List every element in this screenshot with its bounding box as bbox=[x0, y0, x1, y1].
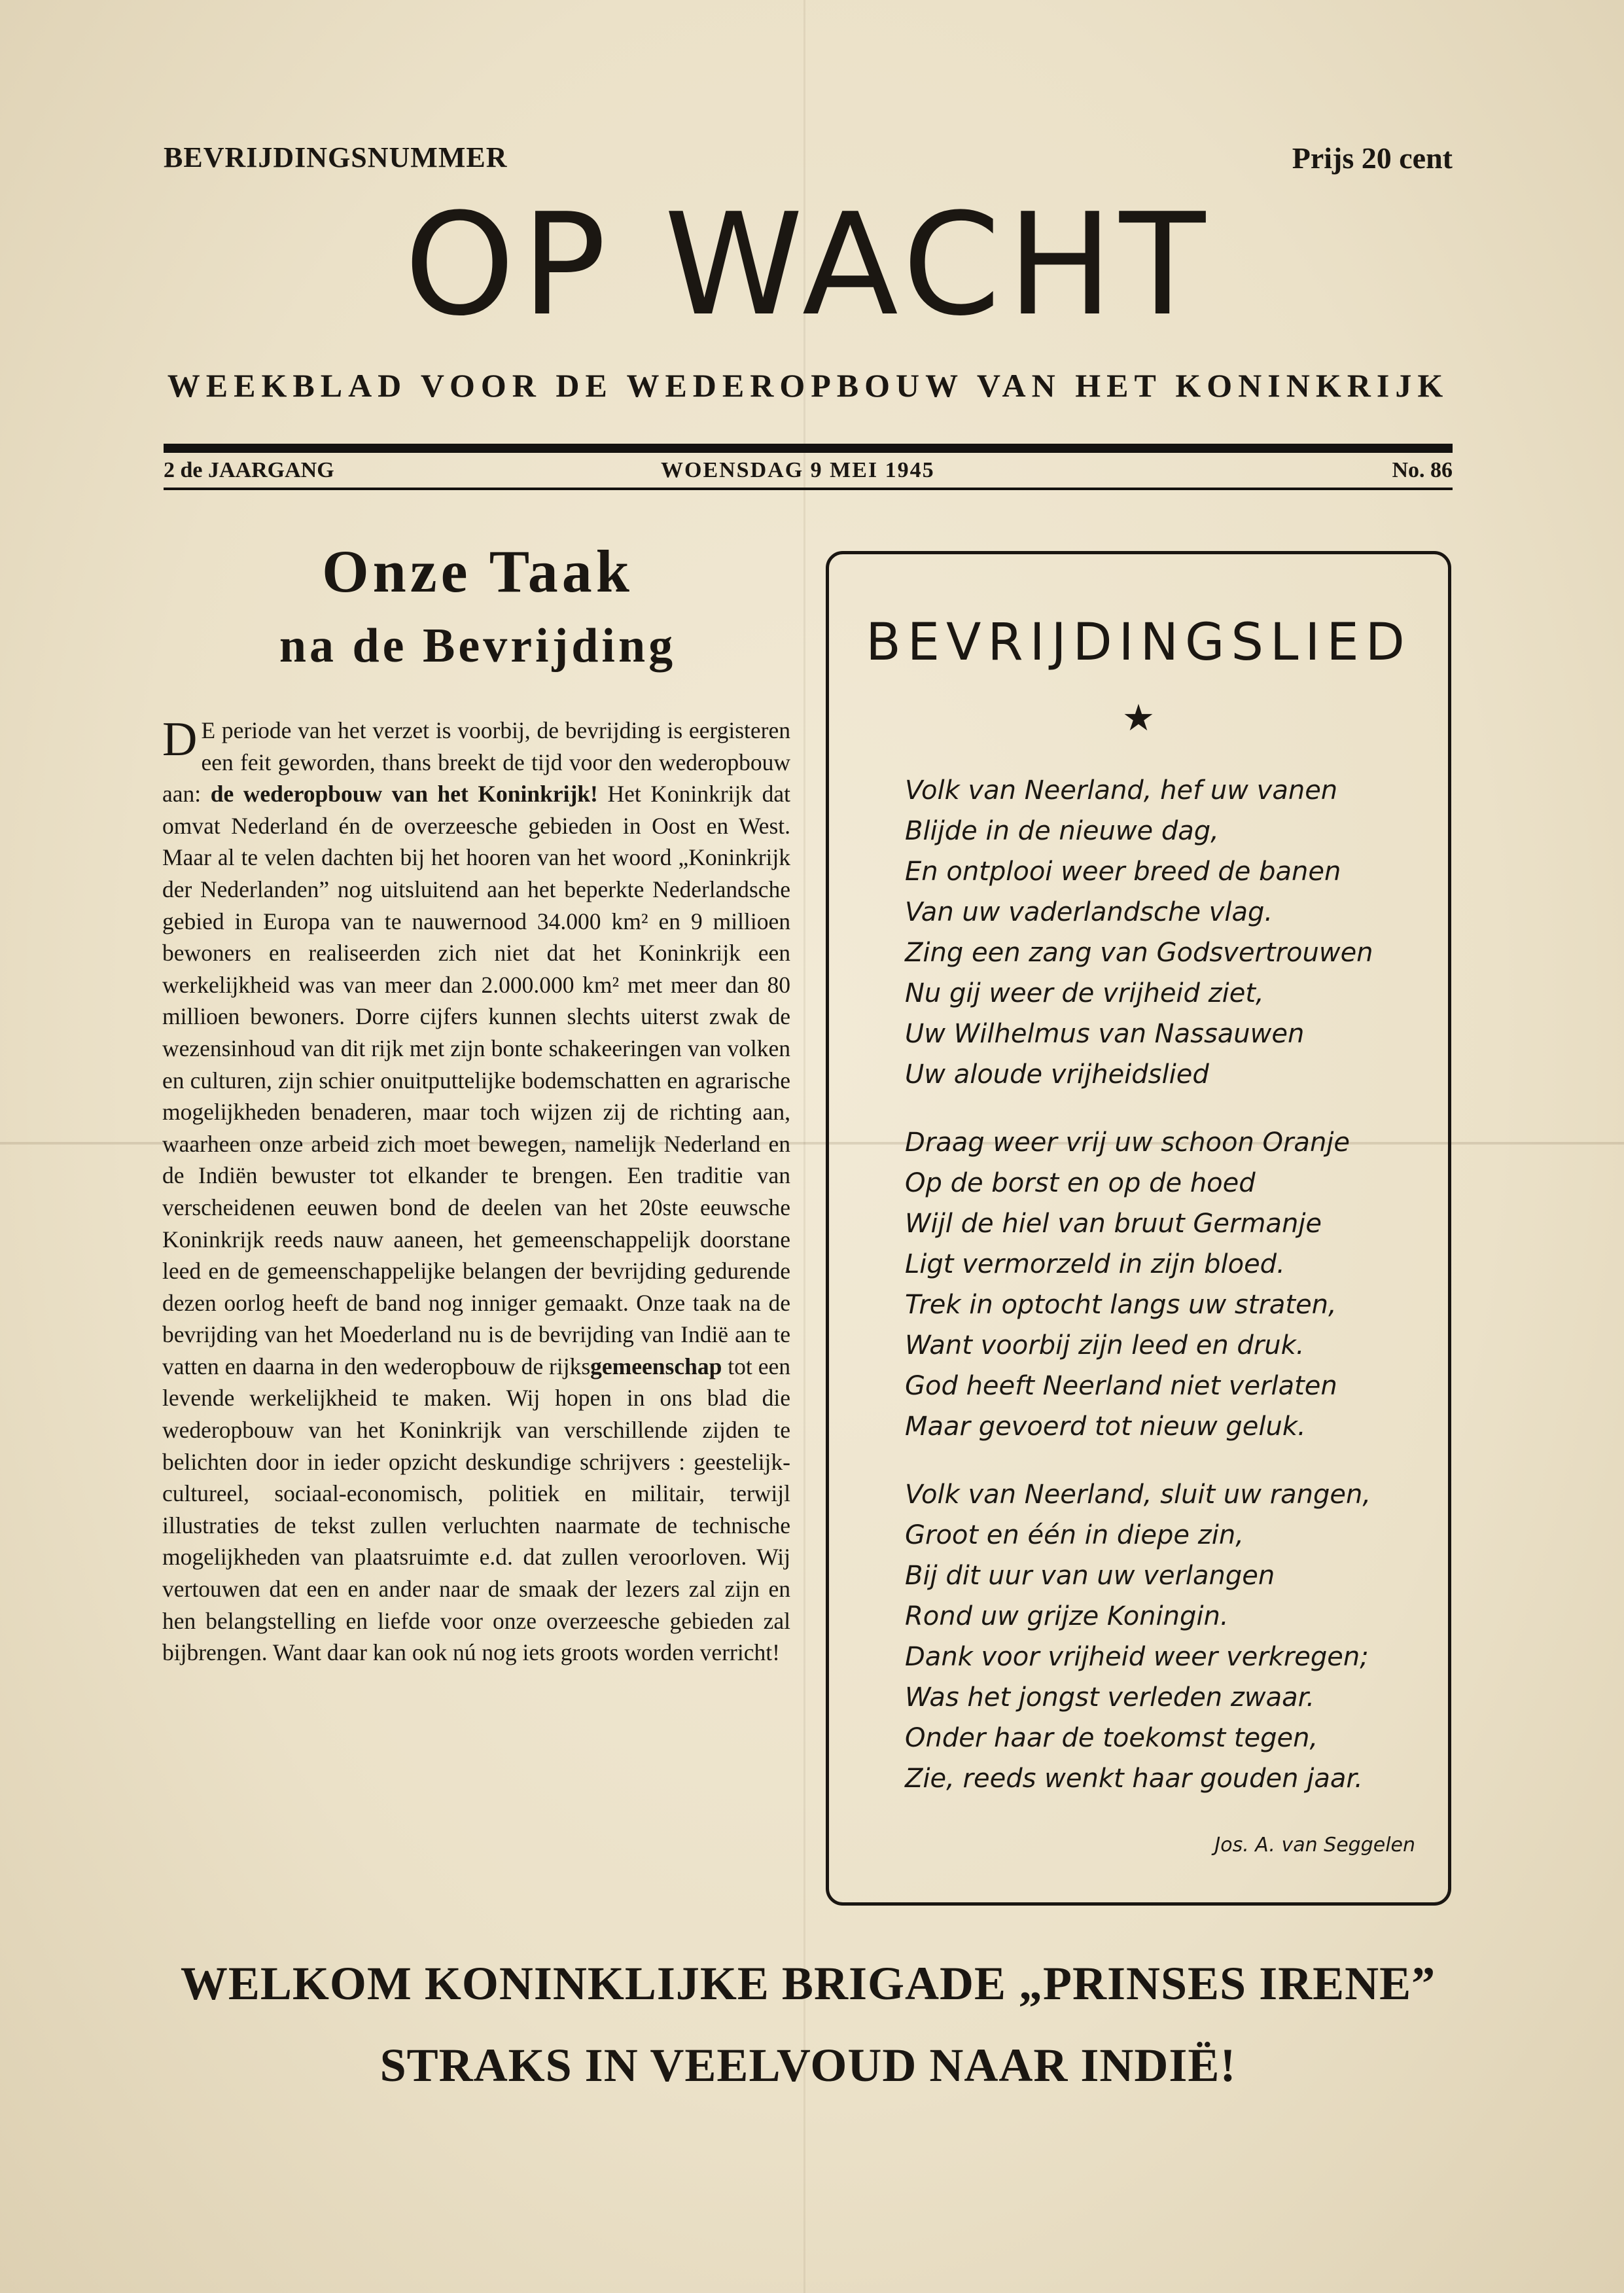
poem-line: Groot en één in diepe zin, bbox=[905, 1520, 1244, 1550]
poem-line: Want voorbij zijn leed en druk. bbox=[905, 1330, 1305, 1360]
poem-stanza-1 bbox=[905, 770, 1428, 1095]
poem-title: BEVRIJDINGSLIED bbox=[866, 613, 1411, 672]
poem-line: Uw aloude vrijheidslied bbox=[905, 1059, 1209, 1090]
issue-number: No. 86 bbox=[1392, 458, 1453, 482]
article-bold-2: gemeenschap bbox=[590, 1353, 722, 1379]
article-headline: Onze Taak bbox=[322, 538, 633, 605]
star-icon: ★ bbox=[1121, 698, 1156, 739]
info-rule bbox=[164, 488, 1453, 490]
volume-label: 2 de JAARGANG bbox=[164, 458, 334, 482]
masthead-rule bbox=[164, 444, 1453, 453]
poem-line: Was het jongst verleden zwaar. bbox=[905, 1682, 1315, 1713]
poem-line: Op de borst en op de hoed bbox=[905, 1168, 1256, 1198]
poem-stanza-2 bbox=[905, 1122, 1428, 1447]
article-text-1: E periode van het verzet is voorbij, de bevrijding is eergisteren een feit geworden, thans breekt de tijd voor den wederopbouw aan: bbox=[162, 717, 790, 808]
poem-line: Maar gevoerd tot nieuw geluk. bbox=[905, 1412, 1306, 1442]
article-bold-1: de wederopbouw van het Koninkrijk! bbox=[210, 781, 598, 808]
poem-line: Uw Wilhelmus van Nassauwen bbox=[905, 1019, 1305, 1049]
newspaper-subtitle: WEEKBLAD VOOR DE WEDEROPBOUW VAN HET KONINKRIJK bbox=[167, 367, 1449, 404]
poem-line: Draag weer vrij uw schoon Oranje bbox=[905, 1128, 1350, 1158]
poem-line: Volk van Neerland, hef uw vanen bbox=[905, 775, 1338, 806]
poem-line: Zie, reeds wenkt haar gouden jaar. bbox=[905, 1764, 1363, 1794]
issue-info-line bbox=[164, 458, 1453, 487]
article-body bbox=[162, 715, 790, 1669]
poem-line: En ontplooi weer breed de banen bbox=[905, 857, 1341, 887]
article-text-3: tot een levende werkelijkheid te maken. Wij hopen in ons blad die wederopbouw van het Koninkrijk van verschillende zijden te belichten door in ieder opzicht deskundige schrijvers : geestelijk-cultureel, sociaal-economisch, politiek en militair, terwijl illustraties de tekst zullen verluchten naarmate de technische mogelijkheden van plaatsruimte e.d. dat zullen veroorloven. Wij vertouwen dat een en ander naar de smaak der lezers zal zijn en hen belangstelling en liefde voor onze overzeesche gebieden zal bijbrengen. Want daar kan ook nú nog iets groots worden verricht! bbox=[162, 1353, 790, 1666]
drop-cap: D bbox=[162, 713, 198, 766]
poem-box bbox=[826, 551, 1451, 1906]
poem-line: Wijl de hiel van bruut Germanje bbox=[905, 1209, 1322, 1239]
poem-line: God heeft Neerland niet verlaten bbox=[905, 1371, 1337, 1401]
poem-line: Ligt vermorzeld in zijn bloed. bbox=[905, 1249, 1285, 1279]
poem-line: Nu gij weer de vrijheid ziet, bbox=[905, 978, 1264, 1008]
poem-line: Onder haar de toekomst tegen, bbox=[905, 1723, 1318, 1753]
poem-line: Volk van Neerland, sluit uw rangen, bbox=[905, 1480, 1371, 1510]
poem-line: Van uw vaderlandsche vlag. bbox=[905, 897, 1273, 927]
price-label: Prijs 20 cent bbox=[1292, 141, 1453, 175]
poem-text bbox=[905, 770, 1428, 1826]
article-text-2: Het Koninkrijk dat omvat Nederland én de overzeesche gebieden in Oost en West. Maar al te velen dachten bij het hooren van het woord „Koninkrijk der Nederlanden” nog uitsluitend aan het beperkte Nederlandsche gebied in Europa van te nauwernood 34.000 km² en 9 millioen bewoners en realiseerden zich niet dat het Koninkrijk een werkelijkheid was van meer dan 2.000.000 km² met meer dan 80 millioen bewoners. Dorre cijfers kunnen slechts uiterst zwak de wezensinhoud van dit rijk met zijn bonte schakeeringen van volken en culturen, zijn schier onuitputtelijke bodemschatten en agrarische mogelijkheden benaderen, maar toch wijzen zij de richting aan, waarheen onze arbeid zich moet bewegen, namelijk Nederland en de Indiën bewuster tot elkander te brengen. Een traditie van verscheidenen eeuwen bond de deelen van het 20ste eeuwsche Koninkrijk reeds nauw aaneen, het gemeenschappelijk doorstane leed en de gemeenschappelijke belangen der bevrijding gedurende dezen oorlog heeft de band nog inniger gemaakt. Onze taak na de bevrijding van het Moederland nu is de bevrijding van Indië aan te vatten en daarna in den wederopbouw de rijks bbox=[162, 781, 790, 1379]
poem-line: Dank voor vrijheid weer verkregen; bbox=[905, 1642, 1369, 1672]
poem-line: Rond uw grijze Koningin. bbox=[905, 1601, 1229, 1631]
poem-line: Zing een zang van Godsvertrouwen bbox=[905, 938, 1373, 968]
poem-line: Blijde in de nieuwe dag, bbox=[905, 816, 1219, 846]
newspaper-title: OP WACHT bbox=[404, 183, 1212, 347]
article-subheadline: na de Bevrijding bbox=[279, 619, 677, 673]
masthead-top-line bbox=[164, 141, 1453, 180]
issue-date: WOENSDAG 9 MEI 1945 bbox=[661, 458, 935, 482]
footer-banner-line-2: STRAKS IN VEELVOUD NAAR INDIË! bbox=[380, 2039, 1237, 2091]
edition-label: BEVRIJDINGSNUMMER bbox=[164, 141, 508, 173]
poem-line: Trek in optocht langs uw straten, bbox=[905, 1290, 1337, 1320]
footer-banner-line-1: WELKOM KONINKLIJKE BRIGADE „PRINSES IRENE” bbox=[180, 1957, 1436, 2010]
poem-stanza-3 bbox=[905, 1474, 1428, 1799]
poem-line: Bij dit uur van uw verlangen bbox=[905, 1561, 1275, 1591]
poem-author: Jos. A. van Seggelen bbox=[1214, 1834, 1415, 1857]
